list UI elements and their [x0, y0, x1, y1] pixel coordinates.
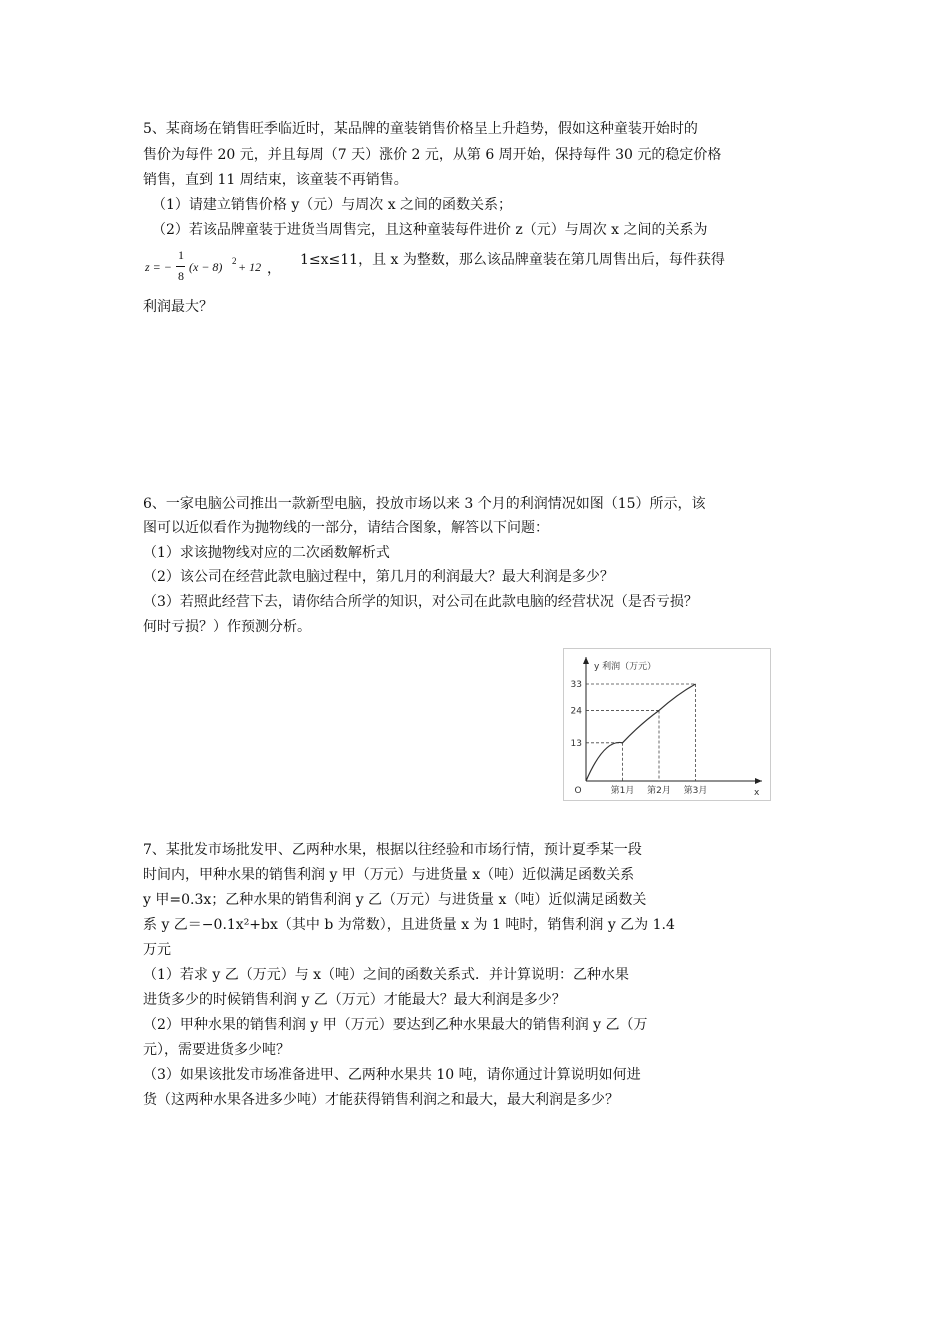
profit-chart	[563, 648, 771, 801]
q7-part1a: （1）若求 y 乙（万元）与 x（吨）之间的函数关系式．并计算说明：乙种水果	[143, 967, 630, 983]
x-axis-arrow	[755, 778, 762, 784]
profit-chart-svg	[564, 649, 770, 800]
q5-part2: （2）若该品牌童装于进货当周售完，且这种童装每件进价 z（元）与周次 x 之间的关系为	[152, 222, 708, 238]
x-tick-label: 第2月	[647, 786, 671, 796]
q7-part3a: （3）如果该批发市场准备进甲、乙两种水果共 10 吨，请你通过计算说明如何进	[143, 1067, 641, 1083]
q7-line2: 时间内，甲种水果的销售利润 y 甲（万元）与进货量 x（吨）近似满足函数关系	[143, 867, 635, 883]
q7-line3: y 甲=0.3x；乙种水果的销售利润 y 乙（万元）与进货量 x（吨）近似满足函数关	[143, 892, 647, 908]
formula-numerator: 1	[178, 248, 184, 262]
q7-part1b: 进货多少的时候销售利润 y 乙（万元）才能最大？最大利润是多少？	[143, 992, 566, 1008]
q5-line1: 5、某商场在销售旺季临近时，某品牌的童装销售价格呈上升趋势，假如这种童装开始时的	[143, 121, 698, 137]
q5-line2: 售价为每件 20 元，并且每周（7 天）涨价 2 元，从第 6 周开始，保持每件 30 元的稳定价格	[143, 147, 722, 163]
y-tick-label: 24	[570, 706, 582, 717]
q5-condition: 1≤x≤11，且 x 为整数，那么该品牌童装在第几周售出后，每件获得	[300, 252, 725, 268]
q5-line-end: 利润最大？	[143, 299, 213, 315]
y-axis-label: y 利润（万元）	[594, 662, 657, 672]
q7-part2a: （2）甲种水果的销售利润 y 甲（万元）要达到乙种水果最大的销售利润 y 乙（万	[143, 1017, 648, 1033]
q6-line1: 6、一家电脑公司推出一款新型电脑，投放市场以来 3 个月的利润情况如图（15）所示，该	[143, 496, 706, 512]
q7-part2b: 元），需要进货多少吨？	[143, 1042, 290, 1058]
formula-exponent: 2	[232, 256, 237, 266]
formula-comma: ，	[267, 262, 281, 277]
q7-line4: 系 y 乙＝−0.1x²+bx（其中 b 为常数），且进货量 x 为 1 吨时，销售利润 y 乙为 1.4	[143, 917, 675, 933]
y-tick-label: 33	[570, 680, 582, 690]
q6-line2: 图可以近似看作为抛物线的一部分，请结合图象，解答以下问题：	[143, 520, 549, 536]
q7-line5: 万元	[143, 942, 171, 958]
q6-part3a: （3）若照此经营下去，请你结合所学的知识，对公司在此款电脑的经营状况（是否亏损？	[143, 594, 698, 610]
formula-lhs: z = −	[145, 260, 172, 274]
q6-part2: （2）该公司在经营此款电脑过程中，第几月的利润最大？最大利润是多少？	[143, 569, 614, 585]
q5-part1: （1）请建立销售价格 y（元）与周次 x 之间的函数关系；	[152, 197, 513, 213]
y-axis-arrow	[583, 657, 589, 664]
q5-formula	[145, 246, 280, 290]
y-tick-label: 13	[570, 738, 582, 749]
q6-part3b: 何时亏损？）作预测分析。	[143, 619, 311, 635]
origin-label: O	[574, 786, 582, 796]
formula-body: (x − 8)	[189, 260, 223, 274]
q7-line1: 7、某批发市场批发甲、乙两种水果，根据以往经验和市场行情，预计夏季某一段	[143, 842, 642, 858]
x-axis-label: x	[754, 788, 760, 798]
profit-curve	[586, 684, 696, 781]
formula-tail: + 12	[238, 260, 262, 274]
q5-line3: 销售，直到 11 周结束，该童装不再销售。	[143, 172, 408, 188]
formula-denominator: 8	[178, 269, 184, 283]
q7-part3b: 货（这两种水果各进多少吨）才能获得销售利润之和最大，最大利润是多少？	[143, 1092, 619, 1108]
x-tick-label: 第3月	[683, 786, 708, 796]
q6-part1: （1）求该抛物线对应的二次函数解析式	[143, 545, 390, 561]
x-tick-label: 第1月	[610, 786, 635, 796]
